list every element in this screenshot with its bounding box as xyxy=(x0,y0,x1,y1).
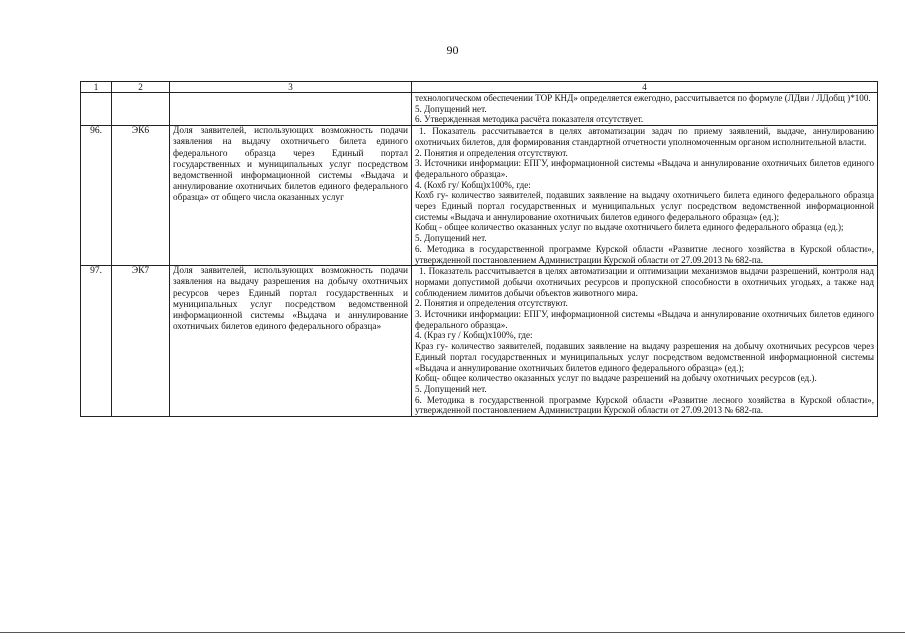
description-paragraph: 4. (Кохб гу/ Кобщ)х100%, где: xyxy=(415,179,531,190)
indicator-name: Доля заявителей, использующих возможность подачи заявления на выдачу разрешения на добычу охотничьих ресурсов через Единый портал государственных и муниципальных услуг посредством ведомственной информационной системы «Выдача и аннулирование охотничьих билетов единого федерального образца» xyxy=(170,266,412,417)
indicators-table xyxy=(80,81,878,417)
description-paragraph: Краз гу- количество заявителей, подавших заявление на выдачу разрешения на добычу охотничьих ресурсов через Единый портал государственных и муниципальных услуг посредством ведомственной информационной системы «Выдача и аннулирование охотничьих билетов единого федерального образца» (ед.); xyxy=(415,341,874,373)
description-paragraph: 5. Допущений нет. xyxy=(415,383,487,394)
description-paragraph: 1. Показатель рассчитывается в целях автоматизации и оптимизации механизмов выдачи разрешений, контроля над нормами допустимой добычи охотничьих ресурсов и пропускной способности в охотничьих угодьях, а также над соблюдением лимитов добычи объектов животного мира. xyxy=(415,266,874,298)
continuation-description xyxy=(412,93,878,126)
indicator-code: ЭК6 xyxy=(112,126,170,266)
continuation-row xyxy=(81,93,878,126)
continuation-line: технологическом обеспечении ТОР КНД» определяется ежегодно, рассчитывается по формуле (ЛДви / ЛДобщ )*100. xyxy=(415,93,871,103)
row-number: 97. xyxy=(81,266,112,417)
table-row xyxy=(81,266,878,417)
description-paragraph: Кобщ - общее количество оказанных услуг по выдаче охотничьего билета единого федерального образца (ед.); xyxy=(415,222,844,233)
table-row xyxy=(81,126,878,266)
continuation-cell-2 xyxy=(112,93,170,126)
table-header-row xyxy=(81,82,878,93)
continuation-line: 5. Допущений нет. xyxy=(415,103,487,114)
description-paragraph: 3. Источники информации: ЕПГУ, информационной системы «Выдача и аннулирование охотничьих билетов единого федерального образца». xyxy=(415,158,874,179)
row-number: 96. xyxy=(81,126,112,266)
description-paragraph: 6. Методика в государственной программе Курской области «Развитие лесного хозяйства в Курской области», утвержденной постановлением Администрации Курской области от 27.09.2013 № 682-па. xyxy=(415,243,874,265)
column-header-3: 3 xyxy=(170,82,412,93)
description-paragraph: 2. Понятия и определения отсутствуют. xyxy=(415,147,568,158)
indicator-description xyxy=(412,126,878,266)
continuation-line: 6. Утвержденная методика расчёта показателя отсутствует. xyxy=(415,114,644,125)
indicator-name: Доля заявителей, использующих возможность подачи заявления на выдачу охотничьего билета единого федерального образца через Единый портал государственных и муниципальных услуг посредством ведомственной информационной системы «Выдача и аннулирование охотничьих билетов единого федерального образца» от общего числа оказанных услуг xyxy=(170,126,412,266)
description-paragraph: 4. (Краз гу / Кобщ)х100%, где: xyxy=(415,330,533,341)
description-paragraph: Кобщ- общее количество оказанных услуг по выдаче разрешений на добычу охотничьих ресурсов (ед.). xyxy=(415,373,817,384)
indicator-description xyxy=(412,266,878,417)
page-number: 90 xyxy=(446,43,459,57)
description-paragraph: 1. Показатель рассчитывается в целях автоматизации задач по приему заявлений, выдаче, аннулированию охотничьих билетов, для формирования стандартной отчетности уполномоченным органом исполнительной власти. xyxy=(415,126,874,147)
column-header-4: 4 xyxy=(412,82,878,93)
description-paragraph: 2. Понятия и определения отсутствуют. xyxy=(415,298,568,309)
description-paragraph: 3. Источники информации: ЕПГУ, информационной системы «Выдача и аннулирование охотничьих билетов единого федерального образца». xyxy=(415,309,874,330)
page-bottom-edge xyxy=(0,632,905,633)
description-paragraph: 5. Допущений нет. xyxy=(415,233,487,244)
indicator-code: ЭК7 xyxy=(112,266,170,417)
continuation-cell-3 xyxy=(170,93,412,126)
description-paragraph: Кохб гу- количество заявителей, подавших заявление на выдачу охотничьего билета единого федерального образца через Единый портал государственных и муниципальных услуг посредством ведомственной информационной системы «Выдача и аннулирование охотничьих билетов единого федерального образца» (ед.); xyxy=(415,190,874,222)
continuation-cell-1 xyxy=(81,93,112,126)
column-header-1: 1 xyxy=(81,82,112,93)
description-paragraph: 6. Методика в государственной программе Курской области «Развитие лесного хозяйства в Курской области», утвержденной постановлением Администрации Курской области от 27.09.2013 № 682-па. xyxy=(415,394,874,416)
column-header-2: 2 xyxy=(112,82,170,93)
